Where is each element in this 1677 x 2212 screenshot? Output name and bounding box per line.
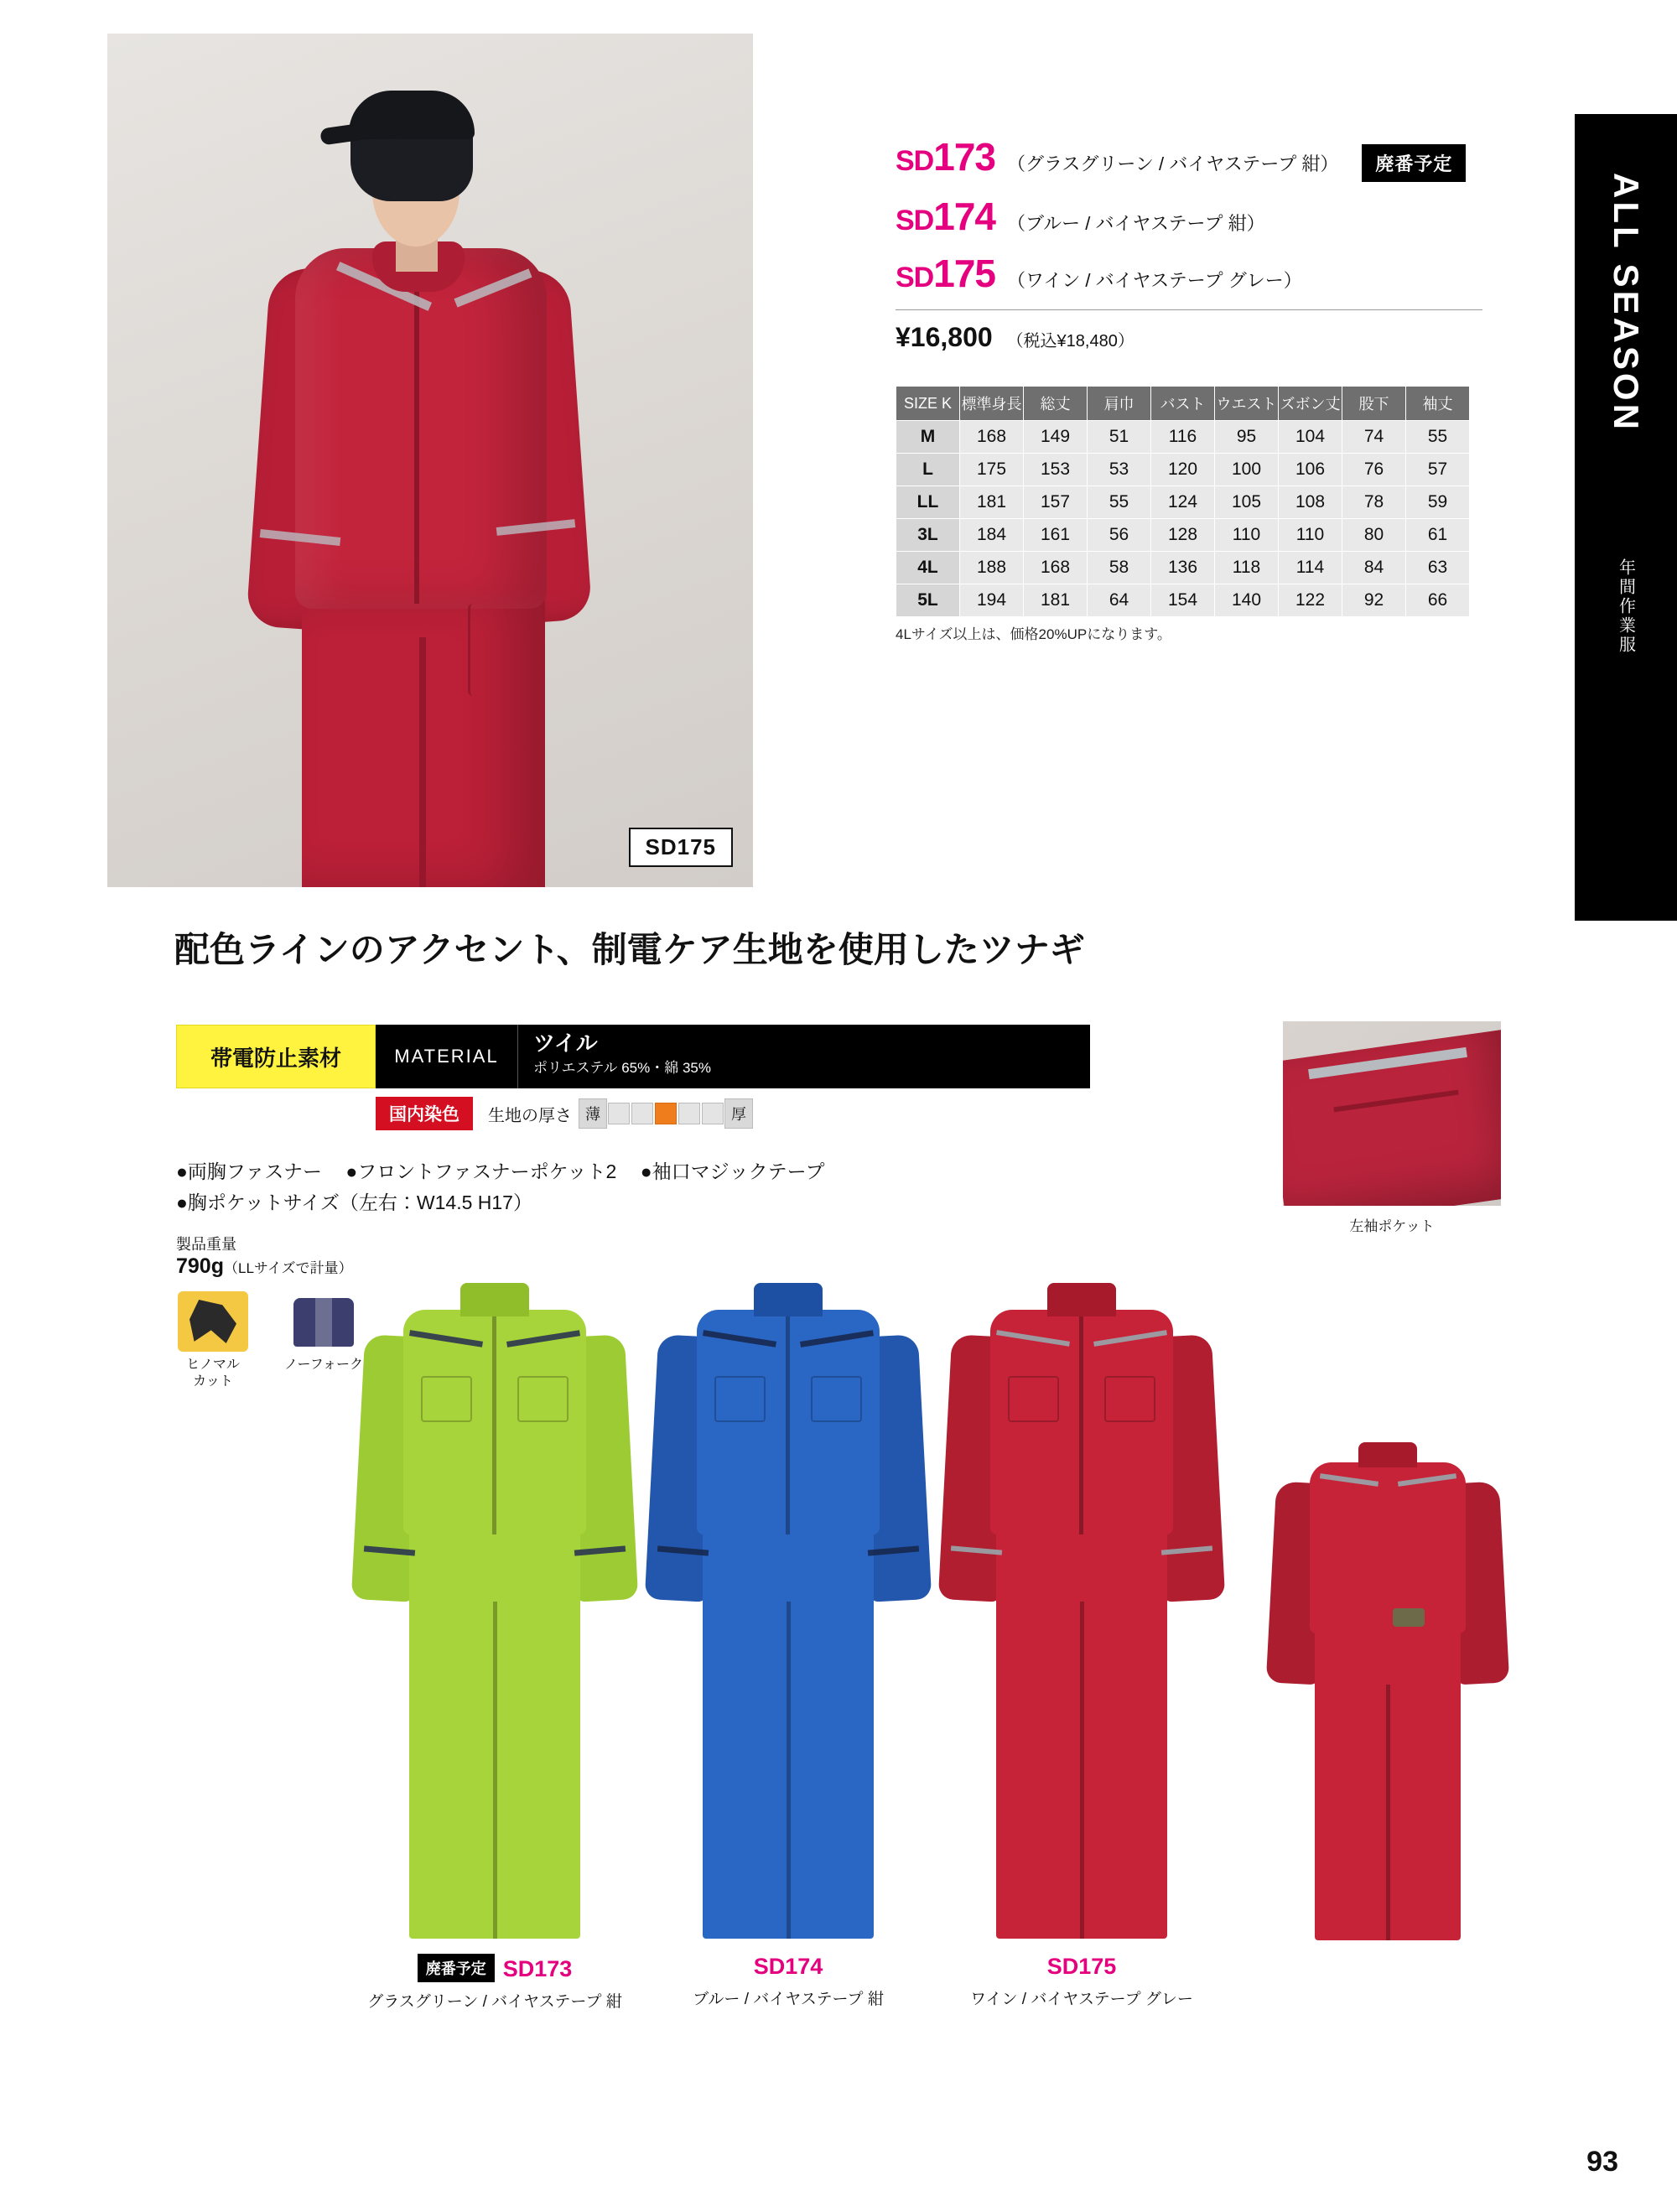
size-cell-0-1: 168 (960, 421, 1024, 454)
product-code-2: SD174 (896, 195, 995, 238)
size-table-note: 4Lサイズ以上は、価格20%UPになります。 (896, 626, 1171, 642)
hinomaru-cut-icon (178, 1291, 248, 1352)
size-cell-5-4: 154 (1151, 584, 1215, 617)
back-trousers (1315, 1628, 1461, 1940)
back-waist-tab (1393, 1608, 1425, 1627)
size-col-header-5: ウエスト (1215, 387, 1279, 421)
size-col-header-8: 袖丈 (1406, 387, 1470, 421)
product-desc-2: （ブルー / バイヤステープ 紺） (1006, 213, 1265, 234)
size-cell-2-1: 181 (960, 486, 1024, 519)
garment-sd174 (646, 1283, 931, 2008)
size-cell-1-2: 153 (1024, 454, 1088, 486)
size-cell-3-3: 56 (1088, 519, 1151, 552)
size-cell-4-6: 114 (1279, 552, 1342, 584)
size-cell-1-0: L (896, 454, 960, 486)
model-side-pocket (468, 604, 540, 696)
sleeve-pocket-caption: 左袖ポケット (1349, 1218, 1435, 1234)
antistatic-badge: 帯電防止素材 (176, 1025, 376, 1088)
sd173-trousers (409, 1528, 580, 1939)
feature-list (176, 1157, 824, 1218)
sd175-front-zipper (1079, 1316, 1083, 1535)
table-row (896, 552, 1470, 584)
product-desc-1: （グラスグリーン / バイヤステープ 紺） (1006, 153, 1339, 174)
product-code-row-2 (896, 194, 1533, 239)
sd174-collar (754, 1283, 823, 1316)
sd173-code: SD173 (502, 1956, 573, 1981)
size-col-header-1: 標準身長 (960, 387, 1024, 421)
size-cell-0-3: 51 (1088, 421, 1151, 454)
garment-back-view (1266, 1442, 1509, 1945)
garment-sd174-illustration (646, 1283, 931, 1945)
size-cell-4-2: 168 (1024, 552, 1088, 584)
hinomaru-cut-caption: ヒノマル カット (186, 1358, 240, 1389)
hero-model-photo (107, 34, 753, 887)
size-cell-4-4: 136 (1151, 552, 1215, 584)
back-collar (1358, 1442, 1417, 1467)
size-cell-5-0: 5L (896, 584, 960, 617)
size-cell-4-3: 58 (1088, 552, 1151, 584)
sd173-discontinued-badge: 廃番予定 (418, 1954, 495, 1982)
icon-hinomaru-cut (173, 1291, 253, 1390)
size-cell-0-5: 95 (1215, 421, 1279, 454)
back-torso (1310, 1462, 1466, 1633)
product-code-row-1 (896, 134, 1533, 182)
size-table-header-row (896, 387, 1470, 421)
sd173-chest-pocket-right (517, 1376, 569, 1422)
size-cell-2-5: 105 (1215, 486, 1279, 519)
thickness-step-1 (608, 1103, 630, 1124)
material-name: ツイル (533, 1031, 598, 1056)
product-code-row-3 (896, 251, 1533, 296)
thickness-step-5 (702, 1103, 724, 1124)
size-cell-1-5: 100 (1215, 454, 1279, 486)
weight-note: （LLサイズで計量） (223, 1260, 353, 1276)
size-cell-1-4: 120 (1151, 454, 1215, 486)
product-code-3: SD175 (896, 252, 995, 295)
sd173-desc: グラスグリーン / バイヤステープ 紺 (367, 1993, 622, 2011)
size-cell-5-1: 194 (960, 584, 1024, 617)
sleeve-pocket-photo (1283, 1021, 1501, 1206)
thickness-thin-label: 薄 (579, 1098, 607, 1129)
sd175-collar (1047, 1283, 1116, 1316)
thickness-step-2 (631, 1103, 653, 1124)
sd174-chest-pocket-left (714, 1376, 766, 1422)
garment-sd173 (352, 1283, 637, 2011)
weight-value: 790g (176, 1254, 224, 1278)
garment-sd174-caption (646, 1954, 931, 2009)
size-cell-3-7: 80 (1342, 519, 1406, 552)
size-cell-1-7: 76 (1342, 454, 1406, 486)
size-cell-4-7: 84 (1342, 552, 1406, 584)
feature-item-4: ●胸ポケットサイズ（左右：W14.5 H17） (176, 1191, 532, 1213)
size-col-header-4: バスト (1151, 387, 1215, 421)
size-cell-0-2: 149 (1024, 421, 1088, 454)
size-table (896, 386, 1470, 617)
page-number: 93 (1586, 2146, 1618, 2178)
price-with-tax: （税込¥18,480） (1006, 332, 1134, 350)
season-sublabel: 年間作業服 (1616, 558, 1635, 655)
size-col-header-3: 肩巾 (1088, 387, 1151, 421)
model-cap (349, 91, 475, 139)
size-cell-3-4: 128 (1151, 519, 1215, 552)
size-cell-0-6: 104 (1279, 421, 1342, 454)
size-cell-3-8: 61 (1406, 519, 1470, 552)
size-col-header-0: SIZE K (896, 387, 960, 421)
table-row (896, 486, 1470, 519)
size-col-header-6: ズボン丈 (1279, 387, 1342, 421)
size-cell-0-7: 74 (1342, 421, 1406, 454)
norfolk-icon (288, 1291, 359, 1352)
size-col-header-7: 股下 (1342, 387, 1406, 421)
size-cell-1-1: 175 (960, 454, 1024, 486)
table-row (896, 519, 1470, 552)
sd175-chest-pocket-right (1104, 1376, 1155, 1422)
thickness-step-4 (678, 1103, 700, 1124)
sd173-chest-pocket-left (421, 1376, 472, 1422)
page-title: 配色ラインのアクセント、制電ケア生地を使用したツナギ (174, 930, 1085, 969)
size-cell-2-8: 59 (1406, 486, 1470, 519)
sd173-collar (460, 1283, 529, 1316)
material-label: MATERIAL (376, 1025, 518, 1088)
sd174-desc: ブルー / バイヤステープ 紺 (693, 1991, 884, 2008)
sd174-code: SD174 (753, 1954, 823, 1979)
back-view-illustration (1266, 1442, 1509, 1945)
garment-sd175 (939, 1283, 1224, 2008)
size-cell-1-6: 106 (1279, 454, 1342, 486)
size-cell-2-0: LL (896, 486, 960, 519)
sd174-chest-pocket-right (811, 1376, 862, 1422)
garment-sd175-illustration (939, 1283, 1224, 1945)
size-cell-5-5: 140 (1215, 584, 1279, 617)
size-cell-5-6: 122 (1279, 584, 1342, 617)
size-cell-5-8: 66 (1406, 584, 1470, 617)
size-cell-3-5: 110 (1215, 519, 1279, 552)
size-cell-1-3: 53 (1088, 454, 1151, 486)
size-cell-0-0: M (896, 421, 960, 454)
garment-sd175-caption (939, 1954, 1224, 2009)
feature-icons (173, 1291, 364, 1390)
table-row (896, 584, 1470, 617)
thickness-label: 生地の厚さ (488, 1106, 572, 1125)
size-cell-4-0: 4L (896, 552, 960, 584)
season-side-tab (1575, 114, 1677, 921)
size-cell-3-0: 3L (896, 519, 960, 552)
sd175-code: SD175 (1046, 1954, 1117, 1979)
size-cell-0-8: 55 (1406, 421, 1470, 454)
price-value: ¥16,800 (896, 322, 993, 352)
size-cell-4-5: 118 (1215, 552, 1279, 584)
feature-item-3: ●袖口マジックテープ (640, 1161, 825, 1182)
size-cell-3-6: 110 (1279, 519, 1342, 552)
table-row (896, 454, 1470, 486)
product-desc-3: （ワイン / バイヤステープ グレー） (1006, 270, 1302, 291)
thickness-scale (579, 1098, 753, 1129)
garment-sd173-illustration (352, 1283, 637, 1945)
size-cell-3-1: 184 (960, 519, 1024, 552)
discontinued-badge: 廃番予定 (1362, 144, 1466, 182)
detail-fabric (1283, 1028, 1501, 1206)
product-header (896, 134, 1533, 353)
sd173-front-zipper (492, 1316, 496, 1535)
size-col-header-2: 総丈 (1024, 387, 1088, 421)
feature-line-1 (176, 1157, 824, 1186)
sd175-chest-pocket-left (1008, 1376, 1059, 1422)
size-cell-5-2: 181 (1024, 584, 1088, 617)
thickness-step-3 (655, 1103, 677, 1124)
material-composition: ポリエステル 65%・綿 35% (533, 1059, 711, 1076)
price-block (896, 322, 1533, 353)
size-cell-4-8: 63 (1406, 552, 1470, 584)
feature-line-2 (176, 1188, 824, 1218)
table-row (896, 421, 1470, 454)
sd174-trousers (703, 1528, 874, 1939)
sd174-front-zipper (786, 1316, 790, 1535)
thickness-thick-label: 厚 (724, 1098, 753, 1129)
hero-product-code: SD175 (629, 828, 734, 867)
size-cell-5-7: 92 (1342, 584, 1406, 617)
size-cell-2-2: 157 (1024, 486, 1088, 519)
size-cell-2-7: 78 (1342, 486, 1406, 519)
feature-item-2: ●フロントファスナーポケット2 (345, 1161, 617, 1182)
size-cell-4-1: 188 (960, 552, 1024, 584)
product-weight (176, 1233, 353, 1279)
season-label: ALL SEASON (1607, 173, 1646, 433)
size-cell-3-2: 161 (1024, 519, 1088, 552)
size-cell-0-4: 116 (1151, 421, 1215, 454)
model-illustration (208, 84, 644, 887)
model-front-zipper (414, 285, 419, 604)
weight-label: 製品重量 (176, 1236, 236, 1253)
sd175-trousers (996, 1528, 1167, 1939)
feature-item-1: ●両胸ファスナー (176, 1161, 322, 1182)
size-cell-2-4: 124 (1151, 486, 1215, 519)
divider (896, 309, 1482, 310)
size-cell-1-8: 57 (1406, 454, 1470, 486)
size-cell-2-3: 55 (1088, 486, 1151, 519)
color-variation-lineup (352, 1283, 1543, 2063)
sd175-desc: ワイン / バイヤステープ グレー (970, 1991, 1193, 2008)
size-cell-5-3: 64 (1088, 584, 1151, 617)
garment-sd173-caption (352, 1954, 637, 2012)
material-section (176, 1025, 1090, 1130)
size-cell-2-6: 108 (1279, 486, 1342, 519)
domestic-dye-badge: 国内染色 (376, 1097, 473, 1130)
product-code-1: SD173 (896, 135, 995, 179)
norfolk-caption: ノーフォーク (284, 1358, 363, 1372)
